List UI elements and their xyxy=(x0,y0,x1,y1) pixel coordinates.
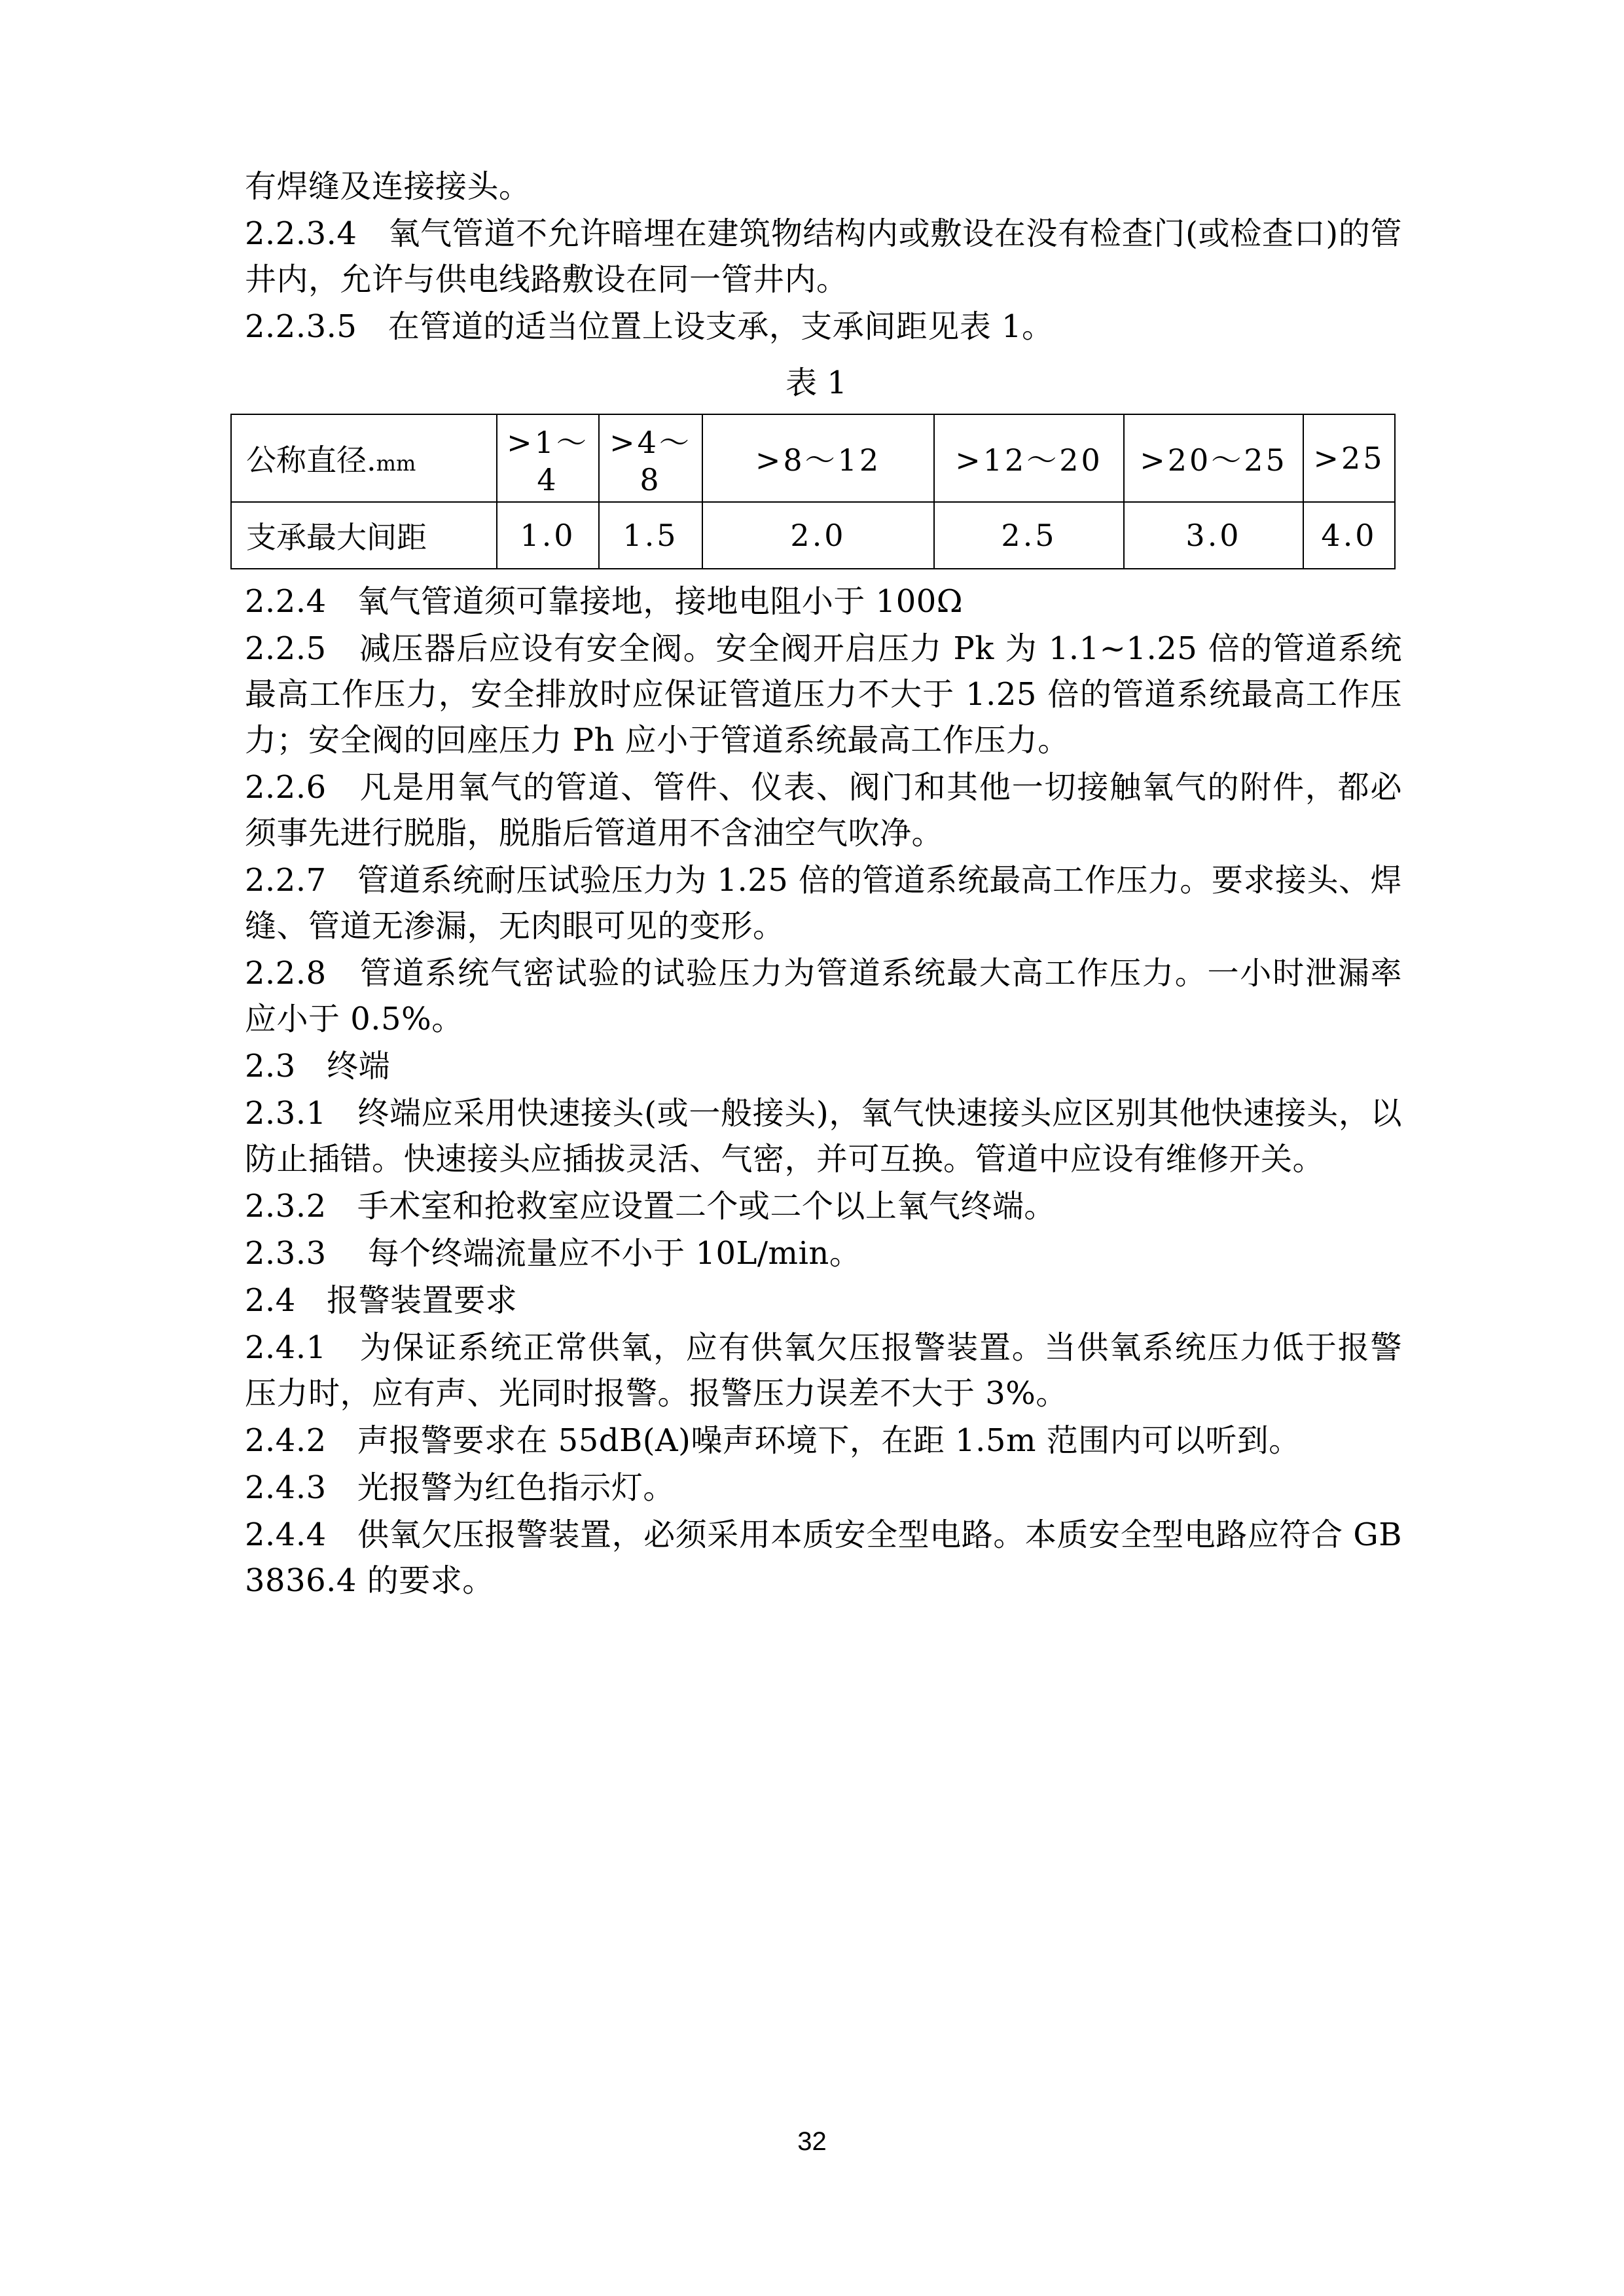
paragraph-2-2-5: 2.2.5 减压器后应设有安全阀。安全阀开启压力 Pk 为 1.1~1.25 倍的管道系统最高工作压力，安全排放时应保证管道压力不大于 1.25 倍的管道系统最高工作压力；安全阀的回座压力 Ph 应小于管道系统最高工作压力。 xyxy=(245,630,1402,759)
table-cell: >8～12 xyxy=(702,414,934,502)
table-cell: 2.0 xyxy=(702,502,934,569)
paragraph-2-2-6: 2.2.6 凡是用氧气的管道、管件、仪表、阀门和其他一切接触氧气的附件，都必须事先进行脱脂，脱脂后管道用不含油空气吹净。 xyxy=(245,769,1402,852)
paragraph-carryover: 有焊缝及连接接头。 xyxy=(245,168,531,205)
table-cell: 1.0 xyxy=(497,502,599,569)
table-cell: 2.5 xyxy=(934,502,1124,569)
paragraph-2-2-4: 2.2.4 氧气管道须可靠接地，接地电阻小于 100Ω xyxy=(245,583,964,620)
table-row xyxy=(231,502,1395,569)
heading-2-3: 2.3 终端 xyxy=(245,1048,391,1085)
table-cell: >25 xyxy=(1303,414,1395,502)
paragraph-2-4-3: 2.4.3 光报警为红色指示灯。 xyxy=(245,1469,675,1506)
paragraph-2-3-3: 2.3.3 每个终端流量应不小于 10L/min。 xyxy=(245,1235,861,1272)
table-rowheader-max-support-spacing: 支承最大间距 xyxy=(231,502,497,569)
paragraph-2-4-2: 2.4.2 声报警要求在 55dB(A)噪声环境下，在距 1.5m 范围内可以听到。 xyxy=(245,1422,1301,1459)
table-rowheader-nominal-diameter xyxy=(231,414,497,502)
table-cell: 1.5 xyxy=(599,502,702,569)
table-cell: 4.0 xyxy=(1303,502,1395,569)
table-cell: >12～20 xyxy=(934,414,1124,502)
page-number: 32 xyxy=(797,2127,827,2156)
document-body xyxy=(230,164,1413,1605)
table-cell: >20～25 xyxy=(1124,414,1303,502)
support-spacing-table xyxy=(230,414,1396,569)
table-cell: >1～4 xyxy=(497,414,599,502)
table-row xyxy=(231,414,1395,502)
paragraph-2-4-1: 2.4.1 为保证系统正常供氧，应有供氧欠压报警装置。当供氧系统压力低于报警压力时，应有声、光同时报警。报警压力误差不大于 3%。 xyxy=(245,1329,1402,1412)
paragraph-2-2-8: 2.2.8 管道系统气密试验的试验压力为管道系统最大高工作压力。一小时泄漏率应小于 0.5%。 xyxy=(245,955,1402,1037)
paragraph-2-3-2: 2.3.2 手术室和抢救室应设置二个或二个以上氧气终端。 xyxy=(245,1188,1056,1225)
paragraph-2-2-3-5: 2.2.3.5 在管道的适当位置上设支承，支承间距见表 1。 xyxy=(245,308,1054,345)
table-caption: 表 1 xyxy=(785,365,847,401)
paragraph-2-2-3-4: 2.2.3.4 氧气管道不允许暗埋在建筑物结构内或敷设在没有检查门(或检查口)的管井内，允许与供电线路敷设在同一管井内。 xyxy=(245,215,1402,298)
table-cell: 3.0 xyxy=(1124,502,1303,569)
table-rowheader-nominal-diameter-unit: mm xyxy=(376,451,416,476)
table-rowheader-nominal-diameter-label: 公称直径. xyxy=(246,442,376,478)
support-spacing-table-wrapper xyxy=(230,414,1402,569)
heading-2-4: 2.4 报警装置要求 xyxy=(245,1282,518,1319)
paragraph-2-4-4: 2.4.4 供氧欠压报警装置，必须采用本质安全型电路。本质安全型电路应符合 GB 3836.4 的要求。 xyxy=(245,1516,1413,1599)
paragraph-2-2-7: 2.2.7 管道系统耐压试验压力为 1.25 倍的管道系统最高工作压力。要求接头、焊缝、管道无渗漏，无肉眼可见的变形。 xyxy=(245,862,1402,944)
paragraph-2-3-1: 2.3.1 终端应采用快速接头(或一般接头)，氧气快速接头应区别其他快速接头，以防止插错。快速接头应插拔灵活、气密，并可互换。管道中应设有维修开关。 xyxy=(245,1095,1402,1177)
table-cell: >4～8 xyxy=(599,414,702,502)
